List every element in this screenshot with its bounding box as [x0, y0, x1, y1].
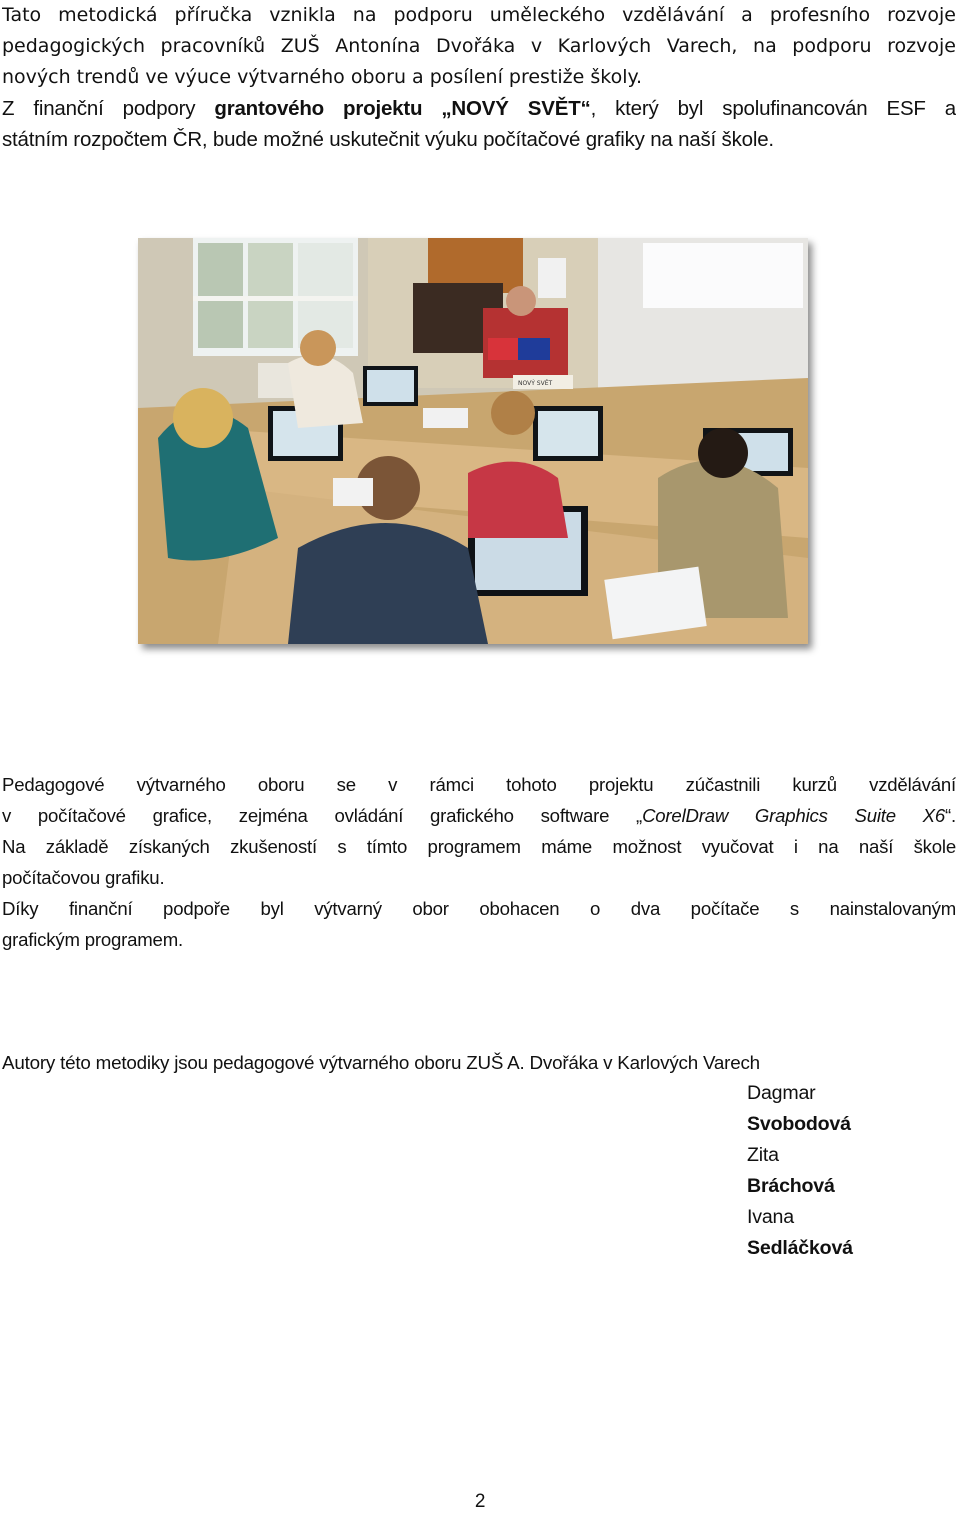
author-last-name: Bráchová — [747, 1175, 835, 1197]
intro-line: státním rozpočtem ČR, bude možné uskutečnit výuku počítačové grafiky na naší škole. — [2, 128, 774, 151]
authors-list — [747, 1078, 853, 1264]
body-line: grafickým programem. — [2, 929, 183, 950]
intro-text: Z finanční podpory — [2, 97, 215, 120]
body-line: Na základě získaných zkušeností s tímto programem máme možnost vyučovat i na naší škole — [2, 836, 956, 857]
intro-paragraph — [2, 0, 956, 155]
body-line: počítačovou grafiku. — [2, 867, 165, 888]
intro-line: Tato metodická příručka vznikla na podporu uměleckého vzdělávání a profesního rozvoje — [2, 4, 956, 26]
intro-line: pedagogických pracovníků ZUŠ Antonína Dvořáka v Karlových Varech, na podporu rozvoje — [2, 35, 956, 57]
intro-text: , který byl spolufinancován ESF a — [590, 97, 956, 120]
classroom-photo — [138, 238, 808, 644]
banner-text: NOVÝ SVĚT — [518, 380, 553, 387]
author-first-name: Dagmar — [747, 1082, 816, 1104]
grant-project-name: grantového projektu „NOVÝ SVĚT“ — [214, 97, 591, 120]
body-text: v počítačové grafice, zejména ovládání grafického software „ — [2, 805, 643, 826]
body-line: Pedagogové výtvarného oboru se v rámci tohoto projektu zúčastnili kurzů vzdělávání — [2, 774, 956, 795]
software-name: CorelDraw Graphics Suite X6 — [642, 805, 946, 826]
body-text: “. — [945, 805, 956, 826]
body-paragraph — [2, 769, 956, 955]
body-line-software — [2, 800, 956, 831]
author-first-name: Ivana — [747, 1206, 794, 1228]
author-name — [747, 1140, 853, 1202]
author-last-name: Sedláčková — [747, 1237, 853, 1259]
author-first-name: Zita — [747, 1144, 779, 1166]
authors-intro — [2, 1047, 956, 1078]
intro-line-grant — [2, 93, 956, 124]
classroom-photo-illustration — [138, 238, 808, 644]
author-name — [747, 1202, 853, 1264]
author-name — [747, 1078, 853, 1140]
body-line: Díky finanční podpoře byl výtvarný obor obohacen o dva počítače s nainstalovaným — [2, 898, 956, 919]
authors-intro-line: Autory této metodiky jsou pedagogové výtvarného oboru ZUŠ A. Dvořáka v Karlových Varech — [2, 1052, 760, 1073]
page-number: 2 — [474, 1491, 486, 1512]
author-last-name: Svobodová — [747, 1113, 851, 1135]
intro-line: nových trendů ve výuce výtvarného oboru a posílení prestiže školy. — [2, 66, 643, 88]
